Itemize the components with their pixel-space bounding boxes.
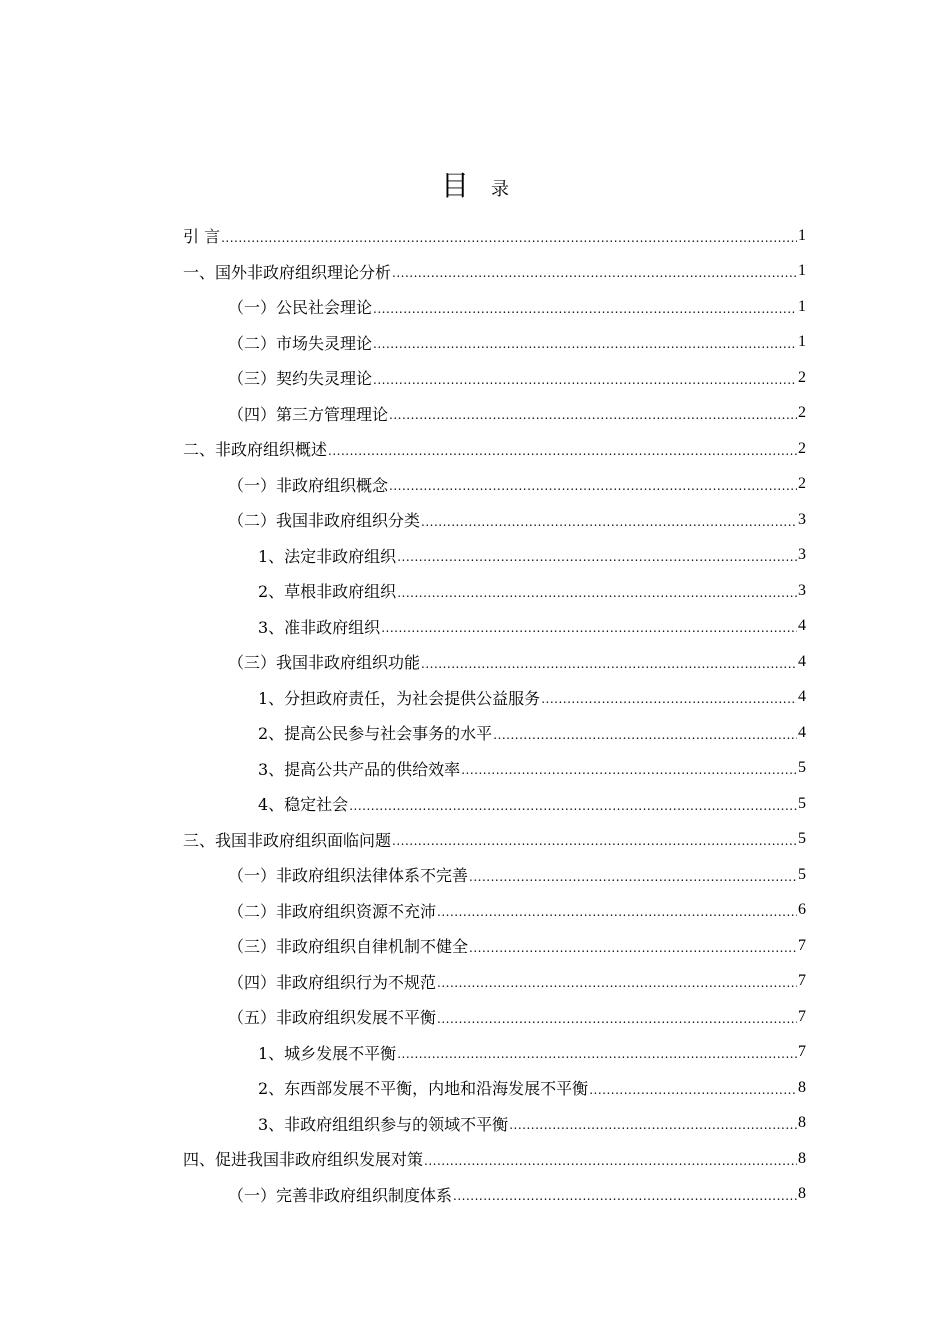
toc-entry-page-number: 4 [798, 688, 806, 706]
toc-dot-leader [453, 1189, 797, 1203]
toc-entry[interactable] [183, 928, 806, 964]
toc-entry-title: 2、东西部发展不平衡，内地和沿海发展不平衡 [258, 1079, 589, 1099]
toc-entry-title: （四）第三方管理理论 [228, 404, 389, 424]
toc-entry-page-number: 1 [798, 297, 806, 315]
toc-entry-title: 一、国外非政府组织理论分析 [183, 262, 392, 282]
page-title [0, 168, 950, 208]
toc-entry-page-number: 5 [798, 759, 806, 777]
toc-entry[interactable] [183, 822, 806, 858]
toc-entry-title: 四、促进我国非政府组织发展对策 [183, 1150, 424, 1170]
toc-dot-leader [437, 976, 797, 990]
toc-dot-leader [589, 1083, 797, 1097]
toc-dot-leader [349, 799, 797, 813]
toc-dot-leader [421, 657, 797, 671]
toc-entry[interactable] [183, 751, 806, 787]
toc-entry[interactable] [183, 644, 806, 680]
toc-entry-page-number: 5 [798, 830, 806, 848]
toc-entry-title: 1、法定非政府组织 [258, 546, 397, 566]
toc-entry-page-number: 5 [798, 794, 806, 812]
toc-entry-title: 引 言 [183, 227, 221, 247]
toc-entry-title: （一）完善非政府组织制度体系 [228, 1185, 453, 1205]
toc-dot-leader [397, 586, 797, 600]
toc-dot-leader [461, 763, 797, 777]
toc-dot-leader [389, 408, 797, 422]
toc-entry-page-number: 6 [798, 901, 806, 919]
toc-dot-leader [397, 1047, 797, 1061]
toc-entry-page-number: 4 [798, 617, 806, 635]
toc-dot-leader [381, 621, 797, 635]
toc-entry-page-number: 7 [798, 1043, 806, 1061]
toc-entry-page-number: 8 [798, 1114, 806, 1132]
toc-dot-leader [373, 373, 797, 387]
toc-entry[interactable] [183, 999, 806, 1035]
toc-entry[interactable] [183, 289, 806, 325]
toc-dot-leader [373, 302, 797, 316]
toc-entry[interactable] [183, 218, 806, 254]
table-of-contents [183, 218, 806, 1212]
toc-entry-page-number: 7 [798, 972, 806, 990]
toc-entry-title: 3、提高公共产品的供给效率 [258, 759, 461, 779]
toc-entry-page-number: 3 [798, 510, 806, 528]
toc-entry-title: 二、非政府组织概述 [183, 440, 328, 460]
toc-entry[interactable] [183, 502, 806, 538]
toc-entry-title: （二）我国非政府组织分类 [228, 511, 421, 531]
toc-entry-page-number: 7 [798, 936, 806, 954]
toc-entry-page-number: 1 [798, 262, 806, 280]
toc-entry-title: （二）市场失灵理论 [228, 333, 373, 353]
toc-entry-page-number: 3 [798, 581, 806, 599]
toc-dot-leader [469, 870, 797, 884]
toc-entry-page-number: 2 [798, 475, 806, 493]
toc-entry[interactable] [183, 857, 806, 893]
toc-entry-title: （五）非政府组织发展不平衡 [228, 1008, 437, 1028]
toc-dot-leader [373, 337, 797, 351]
toc-entry[interactable] [183, 609, 806, 645]
toc-entry[interactable] [183, 715, 806, 751]
toc-entry-title: （三）契约失灵理论 [228, 369, 373, 389]
toc-entry[interactable] [183, 431, 806, 467]
title-char-2: 录 [491, 179, 509, 200]
toc-entry-title: 2、草根非政府组织 [258, 582, 397, 602]
toc-entry[interactable] [183, 1177, 806, 1213]
toc-entry[interactable] [183, 964, 806, 1000]
toc-entry-page-number: 1 [798, 333, 806, 351]
toc-entry[interactable] [183, 1106, 806, 1142]
toc-entry[interactable] [183, 360, 806, 396]
toc-entry-title: （四）非政府组织行为不规范 [228, 972, 437, 992]
toc-dot-leader [221, 231, 797, 245]
toc-entry[interactable] [183, 538, 806, 574]
toc-entry[interactable] [183, 680, 806, 716]
toc-entry-page-number: 2 [798, 404, 806, 422]
toc-entry-title: 4、稳定社会 [258, 795, 349, 815]
toc-entry-page-number: 2 [798, 368, 806, 386]
toc-entry[interactable] [183, 325, 806, 361]
toc-entry-title: 3、非政府组组织参与的领域不平衡 [258, 1114, 509, 1134]
toc-entry-page-number: 8 [798, 1149, 806, 1167]
toc-entry-title: 3、准非政府组织 [258, 617, 381, 637]
toc-entry-page-number: 8 [798, 1185, 806, 1203]
toc-entry-title: （三）我国非政府组织功能 [228, 653, 421, 673]
toc-entry[interactable] [183, 573, 806, 609]
toc-entry[interactable] [183, 1070, 806, 1106]
toc-entry[interactable] [183, 1035, 806, 1071]
toc-dot-leader [469, 941, 797, 955]
toc-dot-leader [424, 1154, 797, 1168]
toc-entry[interactable] [183, 396, 806, 432]
toc-entry-title: 2、提高公民参与社会事务的水平 [258, 724, 493, 744]
toc-entry-page-number: 3 [798, 546, 806, 564]
toc-dot-leader [392, 266, 797, 280]
toc-entry-page-number: 5 [798, 865, 806, 883]
toc-dot-leader [437, 1012, 797, 1026]
toc-dot-leader [328, 444, 797, 458]
toc-dot-leader [509, 1118, 797, 1132]
toc-dot-leader [437, 905, 797, 919]
toc-entry-title: （一）非政府组织法律体系不完善 [228, 866, 469, 886]
toc-dot-leader [389, 479, 797, 493]
toc-dot-leader [392, 834, 797, 848]
toc-entry[interactable] [183, 1141, 806, 1177]
toc-entry-page-number: 4 [798, 723, 806, 741]
toc-entry[interactable] [183, 254, 806, 290]
toc-dot-leader [421, 515, 797, 529]
toc-dot-leader [493, 728, 797, 742]
toc-entry-title: 三、我国非政府组织面临问题 [183, 830, 392, 850]
toc-entry[interactable] [183, 467, 806, 503]
toc-entry-page-number: 8 [798, 1078, 806, 1096]
toc-entry-title: 1、分担政府责任，为社会提供公益服务 [258, 688, 541, 708]
toc-entry-page-number: 1 [798, 226, 806, 244]
toc-entry[interactable] [183, 893, 806, 929]
toc-entry-title: （一）非政府组织概念 [228, 475, 389, 495]
toc-dot-leader [397, 550, 797, 564]
toc-entry-page-number: 2 [798, 439, 806, 457]
toc-entry[interactable] [183, 786, 806, 822]
toc-dot-leader [541, 692, 797, 706]
toc-entry-title: （一）公民社会理论 [228, 298, 373, 318]
toc-entry-page-number: 4 [798, 652, 806, 670]
toc-entry-title: （三）非政府组织自律机制不健全 [228, 937, 469, 957]
toc-entry-title: （二）非政府组织资源不充沛 [228, 901, 437, 921]
toc-entry-page-number: 7 [798, 1007, 806, 1025]
toc-entry-title: 1、城乡发展不平衡 [258, 1043, 397, 1063]
title-char-1: 目 [440, 169, 469, 202]
